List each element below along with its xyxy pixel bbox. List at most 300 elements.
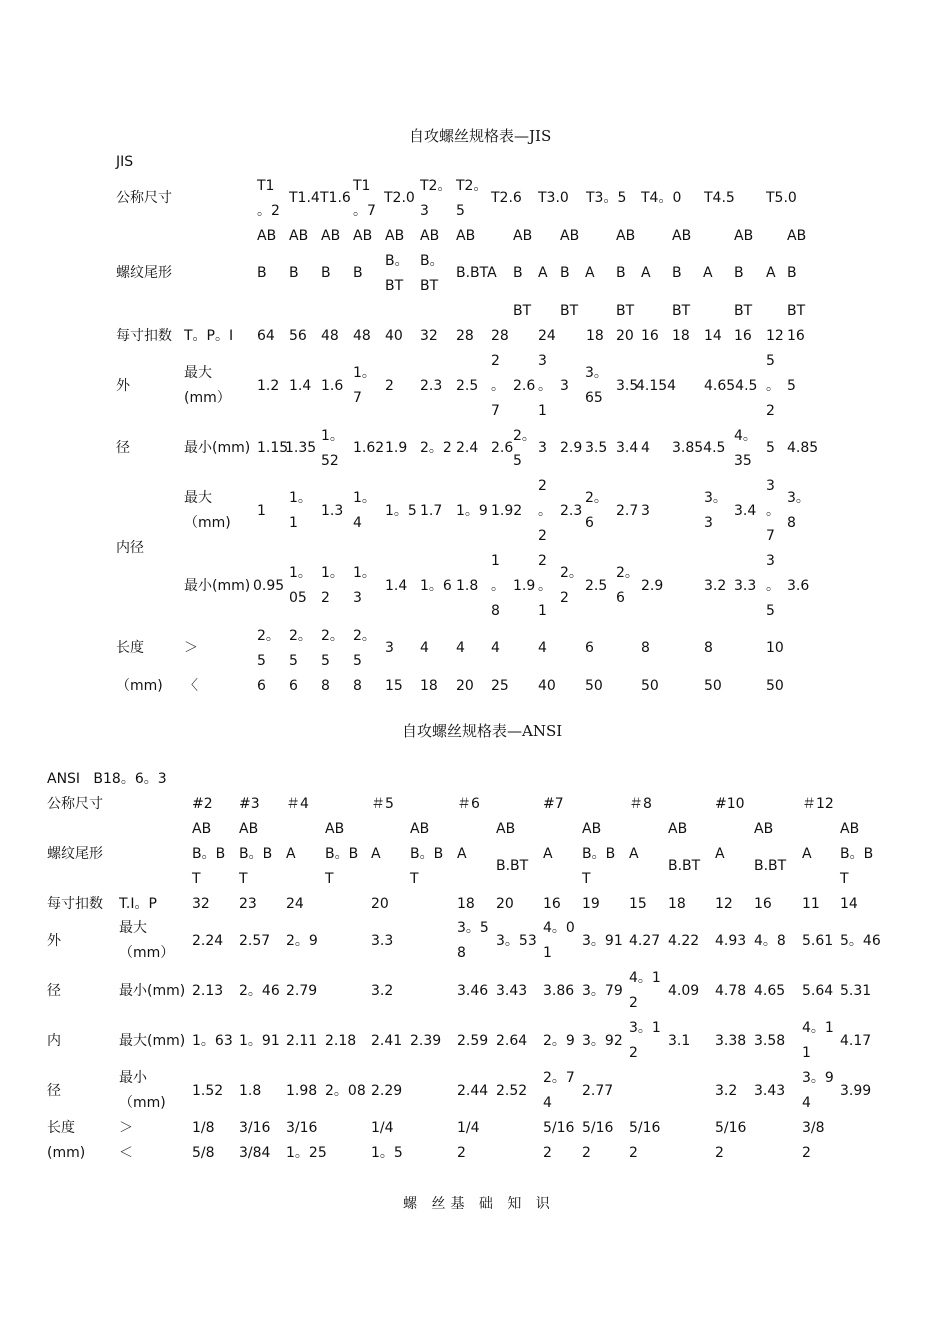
ansi-cell: 2 [802, 1145, 811, 1161]
ansi-cell: ＃5 [371, 796, 394, 812]
jis-cell: A [641, 265, 651, 281]
ansi-cell: 1。91 [239, 1033, 280, 1049]
ansi-cell: 8 [457, 945, 466, 961]
ansi-cell: 4 [802, 1095, 811, 1111]
jis-cell: 1.4 [289, 378, 312, 394]
jis-cell: 28 [491, 328, 509, 344]
jis-cell: BT [513, 303, 532, 319]
jis-cell: 16 [787, 328, 805, 344]
jis-table-title: 自攻螺丝规格表—JIS [409, 127, 552, 145]
ansi-cell: A [629, 846, 639, 862]
jis-cell: 52 [321, 453, 339, 469]
ansi-cell: 2.44 [457, 1083, 489, 1099]
jis-cell: 8 [491, 603, 500, 619]
jis-cell: 40 [385, 328, 403, 344]
jis-cell: 1 [538, 403, 547, 419]
ansi-cell: B。B [840, 846, 874, 862]
jis-cell: 2.7 [616, 503, 639, 519]
jis-row-label-threads-per-inch: 每寸扣数 [116, 328, 172, 344]
jis-cell: AB [353, 228, 373, 244]
ansi-cell: 1.8 [239, 1083, 262, 1099]
jis-cell: 50 [585, 678, 603, 694]
ansi-cell: 3.99 [840, 1083, 872, 1099]
jis-cell: 4.85 [787, 440, 819, 456]
jis-cell: 1 [538, 603, 547, 619]
jis-cell: 2。 [321, 628, 344, 644]
jis-cell: 3.4 [734, 503, 757, 519]
ansi-cell: B。B [239, 846, 273, 862]
jis-cell: 1。5 [385, 503, 417, 519]
jis-cell: 7 [353, 390, 362, 406]
jis-cell: AB [257, 228, 277, 244]
ansi-cell: 2 [582, 1145, 591, 1161]
ansi-cell: T [192, 871, 201, 887]
ansi-row-label-thread-tail: 螺纹尾形 [47, 846, 103, 862]
ansi-cell: AB [239, 821, 259, 837]
jis-cell: 8 [704, 640, 713, 656]
ansi-cell: #10 [715, 796, 745, 812]
jis-cell: A [538, 265, 548, 281]
jis-cell: 40 [538, 678, 556, 694]
ansi-cell: 2 [715, 1145, 724, 1161]
jis-cell: T4.5 [704, 190, 735, 206]
jis-cell: 50 [641, 678, 659, 694]
jis-cell: 2.9 [641, 578, 664, 594]
jis-cell: 3 [560, 378, 569, 394]
ansi-cell: B.BT [668, 858, 701, 874]
jis-cell: 1。 [289, 490, 312, 506]
ansi-cell: 1 [543, 945, 552, 961]
jis-cell: T1 [353, 178, 371, 194]
jis-cell: 2。 [616, 565, 639, 581]
jis-cell: 1.62 [353, 440, 385, 456]
ansi-cell: 4.27 [629, 933, 661, 949]
ansi-cell: 3.3 [371, 933, 394, 949]
jis-cell: B [787, 265, 797, 281]
ansi-cell: #7 [543, 796, 564, 812]
ansi-cell: 2.11 [286, 1033, 318, 1049]
jis-cell: 4 [456, 640, 465, 656]
jis-cell: 4 [538, 640, 547, 656]
jis-cell: 05 [289, 590, 307, 606]
ansi-cell: 4。1 [629, 970, 661, 986]
ansi-cell: B。B [582, 846, 616, 862]
jis-cell: 2。 [257, 628, 280, 644]
ansi-cell: 4。1 [802, 1020, 834, 1036]
jis-cell: 2。 [289, 628, 312, 644]
ansi-cell: 2 [457, 1145, 466, 1161]
jis-cell: 4。 [734, 428, 757, 444]
jis-cell: A [585, 265, 595, 281]
jis-cell: T1 [257, 178, 275, 194]
jis-cell: 4 [641, 440, 650, 456]
jis-cell: 3。 [585, 365, 608, 381]
jis-cell: T3.0 [538, 190, 569, 206]
ansi-cell: 4 [543, 1095, 552, 1111]
jis-cell: 5 [321, 653, 330, 669]
jis-row-label-length: 长度 [116, 640, 144, 656]
ansi-cell: A [457, 846, 467, 862]
ansi-cell: 2。46 [239, 983, 280, 999]
jis-cell: 3 [641, 503, 650, 519]
ansi-cell: A [371, 846, 381, 862]
jis-cell: B [257, 265, 267, 281]
ansi-cell: 5/16 [629, 1120, 661, 1136]
jis-cell: 2 [538, 528, 547, 544]
ansi-cell: B。B [192, 846, 226, 862]
ansi-cell: 20 [371, 896, 389, 912]
ansi-cell: T [840, 871, 849, 887]
jis-cell: 7 [491, 403, 500, 419]
jis-cell: 1.35 [285, 440, 317, 456]
jis-cell: 。 [538, 378, 552, 394]
jis-cell: 1。9 [456, 503, 488, 519]
jis-row-label-nominal-size: 公称尺寸 [116, 190, 172, 206]
ansi-cell: 3。1 [629, 1020, 661, 1036]
jis-cell: BT [560, 303, 579, 319]
jis-cell: 3。 [787, 490, 810, 506]
ansi-cell: 1/4 [371, 1120, 394, 1136]
jis-cell: T4。0 [641, 190, 682, 206]
jis-cell: B [672, 265, 682, 281]
ansi-cell: 2。9 [543, 1033, 575, 1049]
jis-cell: 1.8 [456, 578, 479, 594]
ansi-cell: 11 [802, 896, 820, 912]
ansi-cell: 1。63 [192, 1033, 233, 1049]
jis-cell: 3.5 [616, 378, 639, 394]
jis-cell: 50 [766, 678, 784, 694]
jis-cell: T。P。I [184, 328, 234, 344]
ansi-row-label-outer: 外 [47, 933, 61, 949]
ansi-cell: 12 [715, 896, 733, 912]
jis-cell: 2.5 [456, 378, 479, 394]
ansi-row-label-length-unit: (mm) [47, 1145, 86, 1161]
jis-cell: 5 [456, 203, 465, 219]
jis-cell: 2 [321, 590, 330, 606]
ansi-cell: ＞ [119, 1120, 133, 1136]
jis-cell: 3 [538, 440, 547, 456]
jis-cell: AB [616, 228, 636, 244]
jis-cell: 3.2 [704, 578, 727, 594]
jis-cell: 6 [616, 590, 625, 606]
ansi-cell: T [325, 871, 334, 887]
ansi-cell: T [582, 871, 591, 887]
ansi-cell: 3/16 [239, 1120, 271, 1136]
ansi-cell: 1/8 [192, 1120, 215, 1136]
jis-cell: 6 [585, 640, 594, 656]
ansi-cell: 3/16 [286, 1120, 318, 1136]
jis-cell: AB [456, 228, 476, 244]
ansi-row-label-nominal-size: 公称尺寸 [47, 796, 103, 812]
ansi-cell: AB [325, 821, 345, 837]
jis-cell: 2.9 [560, 440, 583, 456]
ansi-cell: 3。92 [582, 1033, 623, 1049]
jis-cell: B.BTA [456, 265, 497, 281]
ansi-cell: 18 [457, 896, 475, 912]
jis-cell: 1.92 [491, 503, 523, 519]
jis-cell: 4.154 [636, 378, 677, 394]
ansi-cell: 3.46 [457, 983, 489, 999]
ansi-cell: 1 [802, 1045, 811, 1061]
ansi-cell: 3.43 [754, 1083, 786, 1099]
ansi-cell: B.BT [496, 858, 529, 874]
ansi-cell: AB [668, 821, 688, 837]
screw-basics-heading: 螺 丝基 础 知 识 [403, 1196, 555, 1212]
ansi-cell: 3.86 [543, 983, 575, 999]
ansi-cell: 5/16 [543, 1120, 575, 1136]
jis-cell: 14 [704, 328, 722, 344]
jis-cell: 5 [353, 653, 362, 669]
ansi-cell: 2 [629, 1145, 638, 1161]
jis-cell: T2。 [420, 178, 452, 194]
ansi-cell: ＜ [119, 1145, 133, 1161]
ansi-cell: 5/16 [582, 1120, 614, 1136]
jis-cell: 3 [353, 590, 362, 606]
jis-cell: T1.4 [289, 190, 320, 206]
jis-cell: 16 [641, 328, 659, 344]
jis-cell: 10 [766, 640, 784, 656]
ansi-cell: 2.41 [371, 1033, 403, 1049]
jis-cell: 2 [766, 403, 775, 419]
ansi-cell: 5.64 [802, 983, 834, 999]
jis-cell: 1。 [353, 490, 376, 506]
jis-cell: 56 [289, 328, 307, 344]
jis-row-label-diameter: 径 [116, 440, 130, 456]
ansi-cell: 4.22 [668, 933, 700, 949]
jis-cell: AB [385, 228, 405, 244]
jis-cell: 2。 [560, 565, 583, 581]
jis-cell: 18 [672, 328, 690, 344]
ansi-cell: 14 [840, 896, 858, 912]
ansi-cell: 3.58 [754, 1033, 786, 1049]
jis-cell: AB [289, 228, 309, 244]
ansi-cell: 2.24 [192, 933, 224, 949]
jis-cell: 6 [585, 515, 594, 531]
jis-cell: 最小(mm) [184, 578, 251, 594]
jis-cell: B [353, 265, 363, 281]
jis-cell: 6 [289, 678, 298, 694]
jis-cell: 3 [385, 640, 394, 656]
jis-cell: 。 [766, 378, 780, 394]
ansi-cell: 5.61 [802, 933, 834, 949]
jis-cell: 6 [257, 678, 266, 694]
ansi-cell: A [286, 846, 296, 862]
jis-cell: 32 [420, 328, 438, 344]
jis-cell: 。 [491, 578, 505, 594]
jis-cell: 1 [257, 503, 266, 519]
jis-cell: 20 [616, 328, 634, 344]
jis-cell: 1.6 [321, 378, 344, 394]
jis-cell: 1.2 [257, 378, 280, 394]
ansi-cell: 2.52 [496, 1083, 528, 1099]
ansi-cell: 5/16 [715, 1120, 747, 1136]
jis-cell: 5 [766, 440, 775, 456]
jis-cell: A [766, 265, 776, 281]
jis-cell: AB [672, 228, 692, 244]
ansi-cell: 4.93 [715, 933, 747, 949]
jis-cell: 4 [353, 515, 362, 531]
jis-cell: 2。 [353, 628, 376, 644]
jis-cell: 5 [257, 653, 266, 669]
jis-cell: 1.3 [321, 503, 344, 519]
ansi-cell: A [715, 846, 725, 862]
jis-cell: 0.95 [253, 578, 285, 594]
jis-cell: T1.6 [320, 190, 351, 206]
ansi-cell: 2.39 [410, 1033, 442, 1049]
jis-cell: 5 [766, 353, 775, 369]
jis-cell: （mm) [184, 515, 231, 531]
jis-cell: 2.3 [420, 378, 443, 394]
ansi-cell: 16 [754, 896, 772, 912]
jis-cell: T2.6 [491, 190, 522, 206]
jis-cell: 48 [321, 328, 339, 344]
ansi-cell: 5.31 [840, 983, 872, 999]
ansi-cell: 2.64 [496, 1033, 528, 1049]
jis-cell: 48 [353, 328, 371, 344]
jis-cell: 1。 [353, 365, 376, 381]
jis-cell: AB [787, 228, 807, 244]
jis-cell: 3.4 [616, 440, 639, 456]
ansi-cell: 2 [629, 1045, 638, 1061]
jis-cell: 1.9 [385, 440, 408, 456]
ansi-cell: 16 [543, 896, 561, 912]
jis-row-label-thread-tail: 螺纹尾形 [116, 265, 172, 281]
ansi-cell: 2.29 [371, 1083, 403, 1099]
jis-cell: 3 [420, 203, 429, 219]
ansi-cell: ＃4 [286, 796, 309, 812]
ansi-cell: #2 [192, 796, 213, 812]
jis-cell: 1.7 [420, 503, 443, 519]
jis-cell: 1。 [321, 428, 344, 444]
jis-cell: 最大 [184, 490, 212, 506]
jis-cell: 2.6 [491, 440, 514, 456]
jis-cell: 1.15 [257, 440, 289, 456]
jis-cell: B [616, 265, 626, 281]
ansi-cell: （mm) [119, 1095, 166, 1111]
jis-cell: 5 [513, 453, 522, 469]
jis-cell: T5.0 [766, 190, 797, 206]
ansi-cell: A [802, 846, 812, 862]
ansi-cell: （mm） [119, 945, 175, 961]
jis-cell: 3。 [704, 490, 727, 506]
ansi-cell: 2.13 [192, 983, 224, 999]
ansi-cell: 3。79 [582, 983, 623, 999]
jis-cell: 2.6 [513, 378, 536, 394]
jis-cell: 1 [491, 553, 500, 569]
jis-cell: 15 [385, 678, 403, 694]
jis-cell: 20 [456, 678, 474, 694]
jis-cell: B [321, 265, 331, 281]
jis-cell: 3 [704, 515, 713, 531]
jis-cell: 5 [289, 653, 298, 669]
jis-cell: 2.4 [456, 440, 479, 456]
jis-row-label-outer: 外 [116, 378, 130, 394]
jis-cell: 3.3 [734, 578, 757, 594]
ansi-cell: 4。8 [754, 933, 786, 949]
ansi-table-title: 自攻螺丝规格表—ANSI [402, 722, 563, 740]
jis-cell: 12 [766, 328, 784, 344]
jis-cell: 2.5 [585, 578, 608, 594]
jis-cell: 7 [766, 528, 775, 544]
jis-cell: 65 [585, 390, 603, 406]
ansi-cell: 23 [239, 896, 257, 912]
ansi-cell: 2 [543, 1145, 552, 1161]
jis-cell: B [289, 265, 299, 281]
jis-cell: 4 [420, 640, 429, 656]
ansi-row-label-diameter-2: 径 [47, 1083, 61, 1099]
ansi-cell: 1.52 [192, 1083, 224, 1099]
ansi-cell: 3。9 [802, 1070, 834, 1086]
ansi-cell: 1.98 [286, 1083, 318, 1099]
ansi-cell: AB [496, 821, 516, 837]
jis-cell: 3 [766, 478, 775, 494]
ansi-cell: AB [840, 821, 860, 837]
jis-cell: 8 [321, 678, 330, 694]
ansi-cell: 3.1 [668, 1033, 691, 1049]
ansi-cell: 最大(mm) [119, 1033, 186, 1049]
ansi-cell: 1。5 [371, 1145, 403, 1161]
ansi-cell: #3 [239, 796, 260, 812]
ansi-cell: ＃12 [802, 796, 834, 812]
ansi-cell: 15 [629, 896, 647, 912]
jis-cell: 2 [560, 590, 569, 606]
ansi-cell: 4。0 [543, 920, 575, 936]
ansi-cell: B。B [410, 846, 444, 862]
jis-cell: 35 [734, 453, 752, 469]
ansi-cell: AB [582, 821, 602, 837]
jis-cell: 2 [385, 378, 394, 394]
jis-cell: 1.4 [385, 578, 408, 594]
jis-cell: 24 [538, 328, 556, 344]
ansi-cell: 2.77 [582, 1083, 614, 1099]
jis-cell: B [560, 265, 570, 281]
jis-cell: 1 [289, 515, 298, 531]
ansi-cell: 1/4 [457, 1120, 480, 1136]
jis-cell: AB [321, 228, 341, 244]
jis-cell: 3.854.5 [672, 440, 726, 456]
jis-cell: 。2 [257, 203, 280, 219]
jis-cell: B。 [420, 253, 444, 269]
jis-cell: 。 [766, 578, 780, 594]
ansi-cell: 1。25 [286, 1145, 327, 1161]
ansi-cell: T [410, 871, 419, 887]
ansi-row-label-threads-per-inch: 每寸扣数 [47, 896, 103, 912]
jis-cell: 3 [766, 553, 775, 569]
jis-cell: 。7 [353, 203, 376, 219]
ansi-cell: 3。5 [457, 920, 489, 936]
jis-cell: 最大 [184, 365, 212, 381]
jis-cell: 64 [257, 328, 275, 344]
ansi-cell: 3.2 [715, 1083, 738, 1099]
jis-cell: 2 [538, 478, 547, 494]
jis-cell: 1.9 [513, 578, 536, 594]
jis-cell: 1。 [353, 565, 376, 581]
jis-cell: 8 [641, 640, 650, 656]
ansi-cell: B.BT [754, 858, 787, 874]
jis-cell: 3.6 [787, 578, 810, 594]
ansi-cell: 2.57 [239, 933, 271, 949]
ansi-cell: 32 [192, 896, 210, 912]
ansi-row-label-inner: 内 [47, 1033, 61, 1049]
ansi-cell: 4.09 [668, 983, 700, 999]
jis-cell: 18 [586, 328, 604, 344]
jis-cell: 18 [420, 678, 438, 694]
jis-cell: B [734, 265, 744, 281]
ansi-cell: 19 [582, 896, 600, 912]
ansi-cell: 2.18 [325, 1033, 357, 1049]
ansi-cell: AB [410, 821, 430, 837]
jis-cell: BT [420, 278, 439, 294]
